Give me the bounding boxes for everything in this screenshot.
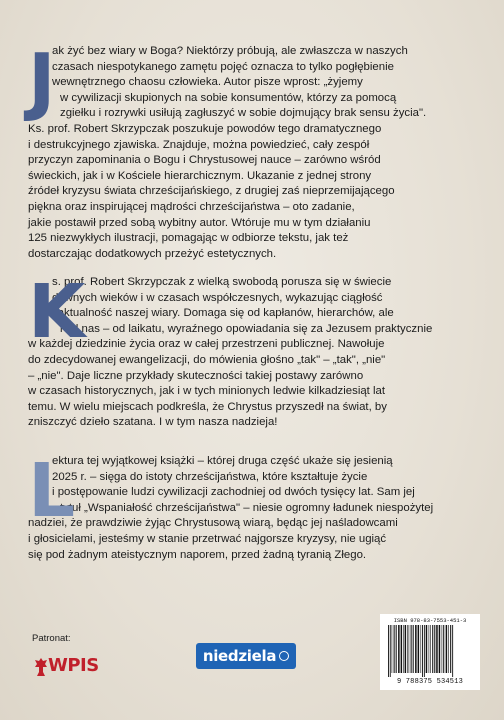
text-line: źródeł kryzysu świata chrześcijańskiego, z drugiej zaś nieprzemijającego	[28, 185, 395, 198]
isbn-label: ISBN 978-83-7553-451-3	[393, 617, 467, 624]
barcode-bar	[394, 625, 395, 673]
paragraph-2	[28, 269, 476, 431]
text-line: w czasach historycznych, jak i w tych minionych ledwie kilkadziesiąt lat	[28, 385, 386, 398]
barcode-bar	[388, 625, 389, 677]
barcode-bar	[413, 625, 414, 673]
dropcap-l: L	[28, 448, 76, 534]
paragraph-3-lines	[28, 448, 476, 563]
text-line: zniszczyć dzieło szatana. I w tym nasza nadzieja!	[28, 416, 278, 429]
text-line: w każdej dziedzinie życia oraz w całej przestrzeni publicznej. Nawołuje	[28, 338, 385, 351]
text-line: się pod żadnym ateistycznym naporem, przed żadną tyranią Złego.	[28, 548, 367, 561]
text-line: i aktualność naszej wiary. Domaga się od kapłanów, hierarchów, ale	[52, 307, 394, 320]
text-line: do zdecydowanej ewangelizacji, do mówienia głośno „tak" – „tak", „nie"	[28, 353, 386, 366]
barcode-bar	[452, 625, 453, 677]
niedziela-logo	[196, 643, 296, 669]
niedziela-wordmark: niedziela	[202, 647, 277, 665]
text-line: czasach niespotykanego zamętu pojęć oznacza to tylko pogłębienie	[52, 60, 394, 73]
dropcap-j: J	[28, 38, 56, 124]
text-line: w cywilizacji skupionych na sobie konsumentów, którzy za pomocą	[60, 91, 397, 104]
niedziela-mark-icon	[279, 651, 289, 661]
text-line: nadziei, że prawdziwie żyjąc Chrystusową wiarą, będąc jej naśladowcami	[28, 517, 398, 530]
text-line: i głosicielami, jesteśmy w stanie przetrwać najgorsze kryzysy, nie ugiąć	[28, 532, 387, 545]
text-line: piękna oraz inspirującej mądrości chrześcijaństwa – oto zadanie,	[28, 200, 355, 213]
barcode-bar	[398, 625, 400, 673]
paragraph-1	[28, 38, 476, 262]
barcode-bar	[450, 625, 451, 673]
barcode-bar	[396, 625, 397, 673]
barcode-bar	[436, 625, 438, 673]
text-line: i destrukcyjnego zjawiska. Znajduje, można powiedzieć, cały zespół	[28, 138, 370, 151]
barcode-bar	[409, 625, 410, 673]
barcode-bar	[442, 625, 443, 673]
barcode-bar	[390, 625, 391, 677]
text-line: jakie postawił przed sobą wybitny autor. Wtóruje mu w tym działaniu	[28, 216, 371, 229]
barcode-bar	[422, 625, 423, 677]
barcode-bar	[434, 625, 435, 673]
barcode-bar	[446, 625, 448, 673]
barcode-bar	[405, 625, 407, 673]
text-line: dostarczając dodatkowych przeżyć estetycznych.	[28, 247, 277, 260]
barcode-bar	[424, 625, 425, 677]
barcode-bars	[386, 625, 474, 677]
barcode-digits: 9 788375 534513	[396, 678, 463, 686]
barcode-bar	[430, 625, 431, 673]
barcode-bar	[421, 625, 422, 673]
barcode-bar	[429, 625, 430, 673]
wpis-wordmark: WPIS	[48, 655, 99, 676]
text-line: ak żyć bez wiary w Boga? Niektórzy próbują, ale zwłaszcza w naszych	[52, 45, 408, 57]
wpis-logo	[34, 648, 116, 680]
barcode-bar	[443, 625, 444, 673]
barcode-bar	[392, 625, 393, 673]
barcode-bar	[401, 625, 403, 673]
text-line: s. prof. Robert Skrzypczak z wielką swobodą porusza się w świecie	[52, 276, 392, 288]
patronat-label: Patronat:	[32, 633, 71, 644]
barcode-bar	[418, 625, 420, 673]
dropcap-k: K	[28, 269, 86, 355]
paragraph-2-lines	[28, 269, 476, 431]
barcode-bar	[415, 625, 417, 673]
barcode-bar	[432, 625, 433, 673]
wpis-logo-tagline-strip	[34, 648, 116, 655]
text-line: Ks. prof. Robert Skrzypczak poszukuje powodów tego dramatycznego	[28, 122, 382, 135]
text-line: temu. W wielu miejscach podkreśla, że Chrystus przyszedł na świat, by	[28, 400, 387, 413]
isbn-barcode	[380, 614, 480, 690]
text-line: przyczyn zapominania o Bogu i Chrystusowej nauce – zarówno wśród	[28, 154, 381, 167]
barcode-bar	[407, 625, 408, 673]
text-line: ektura tej wyjątkowej książki – której druga część ukaże się jesienią	[52, 455, 393, 467]
text-line: – „nie". Daje liczne przykłady skuteczności takiej postawy zarówno	[28, 369, 364, 382]
barcode-bar	[411, 625, 412, 673]
eagle-emblem-icon	[34, 657, 48, 677]
barcode-bar	[448, 625, 449, 673]
text-line: 2025 r. – sięga do istoty chrześcijaństwa, które kształtuje życie	[52, 470, 368, 483]
paragraph-1-lines	[28, 38, 476, 262]
text-line: i postępowanie ludzi cywilizacji zachodniej od dwóch tysięcy lat. Sam jej	[52, 486, 415, 499]
text-line: dawnych wieków i w czasach współczesnych, wykazując ciągłość	[52, 291, 383, 304]
barcode-bar	[403, 625, 404, 673]
text-line: 125 niezwykłych ilustracji, pomagając w odbiorze tekstu, jak też	[28, 232, 349, 245]
barcode-bar	[426, 625, 428, 673]
text-line: i od nas – od laikatu, wyraźnego opowiadania się za Jezusem praktycznie	[60, 322, 433, 335]
text-line: tytuł „Wspaniałość chrześcijaństwa" – niesie ogromny ładunek niespożytej	[60, 501, 434, 514]
text-line: zgiełku i rozrywki usiłują zagłuszyć w sobie dojmujący brak sensu życia".	[60, 107, 427, 120]
paragraph-3	[28, 448, 476, 563]
text-line: wewnętrznego chaosu człowieka. Autor pisze wprost: „żyjemy	[52, 76, 363, 89]
barcode-bar	[439, 625, 441, 673]
text-line: świeckich, jak i w Kościele hierarchicznym. Ukazanie z jednej strony	[28, 169, 372, 182]
